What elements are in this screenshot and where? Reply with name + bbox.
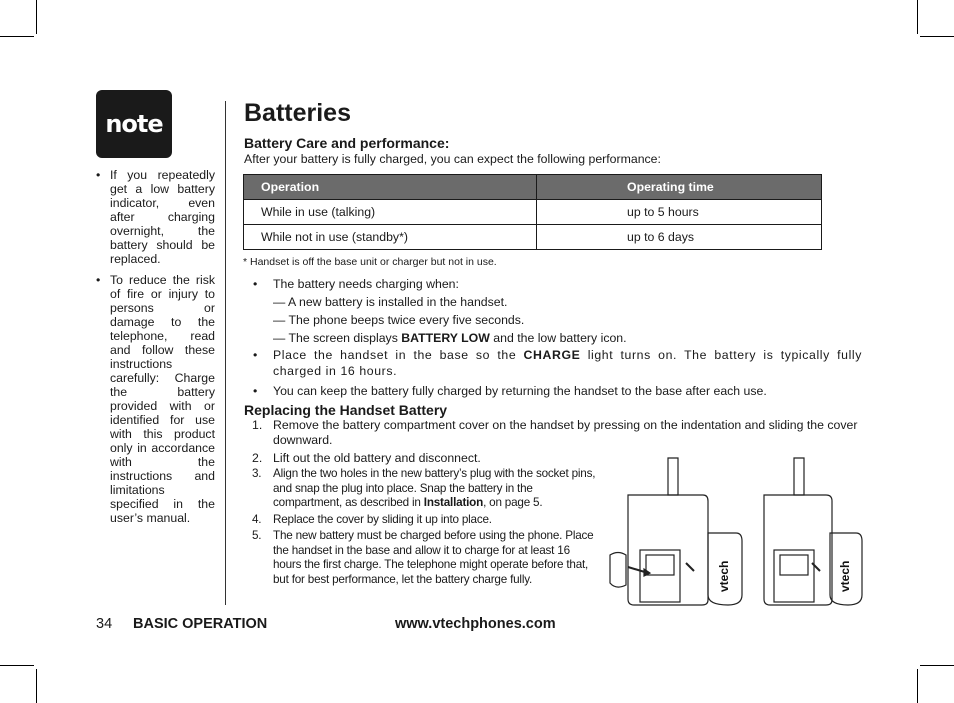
replacing-heading: Replacing the Handset Battery xyxy=(244,402,448,418)
bullet-text: Place the handset in the base so the xyxy=(273,348,524,362)
step-item xyxy=(252,418,863,448)
step-text: Lift out the old battery and disconnect. xyxy=(273,451,481,465)
bullet-subitem xyxy=(273,330,862,346)
arrow-icon xyxy=(686,563,694,571)
brand-label: vtech xyxy=(717,560,731,592)
page-title: Batteries xyxy=(244,99,351,127)
note-label: note xyxy=(105,110,163,138)
page-number: 34 xyxy=(96,616,113,632)
step-text: , on page 5. xyxy=(483,496,543,509)
performance-table xyxy=(243,174,822,250)
care-heading: Battery Care and performance: xyxy=(244,135,450,151)
arrow-icon xyxy=(812,563,820,571)
step-text: Align the two holes in the new battery’s plug with the socket pins, and snap the plug into place. Snap the battery in the compartment, as described in xyxy=(273,467,596,509)
bullet-item xyxy=(253,276,862,346)
step-text: The new battery must be charged before using the phone. Place the handset in the base and allow it to charge for at least 16 hours the first charge. The telephone might operate before that, but for best performance, let the battery charge fully. xyxy=(273,529,594,586)
sidebar-note-item: • If you repeatedly get a low battery indicator, even after charging overnight, the battery should be replaced. xyxy=(96,168,215,266)
table-cell: While in use (talking) xyxy=(244,200,537,225)
bullet-text: The battery needs charging when: xyxy=(273,277,459,291)
step-item xyxy=(252,513,598,528)
sidebar-note-item: • To reduce the risk of fire or injury to persons or damage to the telephone, read and follow these instructions carefully: Charge the battery provided with or identified for use with this product only in accordance with the instructions and limitations specified in the user’s manual. xyxy=(96,273,215,525)
section-name: BASIC OPERATION xyxy=(133,616,268,632)
table-header-cell: Operation xyxy=(244,175,537,200)
crop-mark xyxy=(0,36,34,37)
main-content xyxy=(244,98,864,167)
bullet-text: and the low battery icon. xyxy=(489,331,627,345)
sidebar-notes xyxy=(96,168,215,532)
bullet-text: — The screen displays xyxy=(273,331,402,345)
table-cell: up to 5 hours xyxy=(537,200,822,225)
step-number: 3. xyxy=(252,467,262,480)
crop-mark xyxy=(920,36,954,37)
step-number: 5. xyxy=(252,529,262,542)
charging-bullets xyxy=(253,276,862,399)
crop-mark xyxy=(0,665,34,666)
note-badge xyxy=(96,90,172,158)
bullet-bold-text: BATTERY LOW xyxy=(401,331,490,345)
step-bold-text: Installation xyxy=(423,496,484,509)
step-number: 1. xyxy=(252,418,263,432)
bullet-text: You can keep the battery fully charged by returning the handset to the base after each use. xyxy=(273,384,767,398)
table-footnote: * Handset is off the base unit or charger but not in use. xyxy=(243,256,497,268)
step-text: Replace the cover by sliding it up into place. xyxy=(273,512,492,526)
step-item xyxy=(252,467,598,511)
table-header-row xyxy=(244,175,822,200)
bullet-item xyxy=(253,347,862,379)
brand-label: vtech xyxy=(838,560,852,592)
table-row xyxy=(244,200,822,225)
bullet-item xyxy=(253,383,862,399)
step-item xyxy=(252,529,598,587)
column-divider xyxy=(225,101,226,605)
table-cell: While not in use (standby*) xyxy=(244,225,537,250)
bullet-subitem: — The phone beeps twice every five seconds. xyxy=(273,313,525,327)
step-number: 4. xyxy=(252,512,262,526)
table-row xyxy=(244,225,822,250)
website-link[interactable]: www.vtechphones.com xyxy=(395,616,556,632)
crop-mark xyxy=(36,669,37,703)
bullet-text: light turns on. The battery is typically fully charged in 16 hours. xyxy=(273,348,862,378)
battery-replacement-illustration xyxy=(608,455,866,607)
step-text: Remove the battery compartment cover on the handset by pressing on the indentation and sliding the cover downward. xyxy=(273,418,858,447)
handset-antenna xyxy=(794,458,804,495)
handset-antenna xyxy=(668,458,678,495)
table-cell: up to 6 days xyxy=(537,225,822,250)
intro-text: After your battery is fully charged, you can expect the following performance: xyxy=(244,152,661,166)
crop-mark xyxy=(917,0,918,34)
bullet-bold-text: CHARGE xyxy=(523,348,581,362)
crop-mark xyxy=(920,665,954,666)
step-number: 2. xyxy=(252,451,263,465)
crop-mark xyxy=(36,0,37,34)
bullet-subitem: — A new battery is installed in the handset. xyxy=(273,295,508,309)
crop-mark xyxy=(917,669,918,703)
table-header-cell: Operating time xyxy=(537,175,822,200)
